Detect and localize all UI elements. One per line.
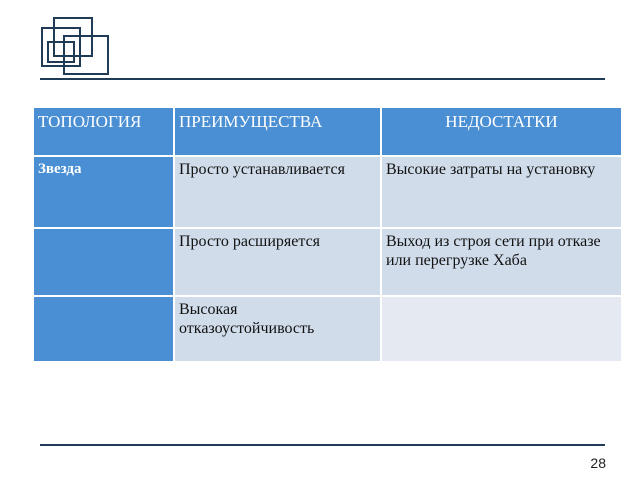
- cell-advantage: Просто устанавливается: [174, 156, 381, 228]
- cell-advantage: Высокая отказоустойчивость: [174, 296, 381, 362]
- table-row: [33, 296, 622, 362]
- header-topology: ТОПОЛОГИЯ: [33, 107, 174, 156]
- cell-topology: Звезда: [33, 156, 174, 228]
- table-row: [33, 228, 622, 296]
- table-row: [33, 156, 622, 228]
- bottom-divider: [40, 444, 605, 446]
- logo-squares-icon: [40, 16, 112, 78]
- cell-disadvantage: Высокие затраты на установку: [381, 156, 622, 228]
- topology-table: [32, 106, 623, 363]
- cell-disadvantage: Выход из строя сети при отказе или перегрузке Хаба: [381, 228, 622, 296]
- top-divider: [40, 78, 605, 80]
- header-disadvantages: НЕДОСТАТКИ: [381, 107, 622, 156]
- cell-topology: [33, 228, 174, 296]
- cell-advantage: Просто расширяется: [174, 228, 381, 296]
- header-advantages: ПРЕИМУЩЕСТВА: [174, 107, 381, 156]
- cell-disadvantage: [381, 296, 622, 362]
- page-number: 28: [590, 455, 606, 471]
- cell-topology: [33, 296, 174, 362]
- table-header-row: [33, 107, 622, 156]
